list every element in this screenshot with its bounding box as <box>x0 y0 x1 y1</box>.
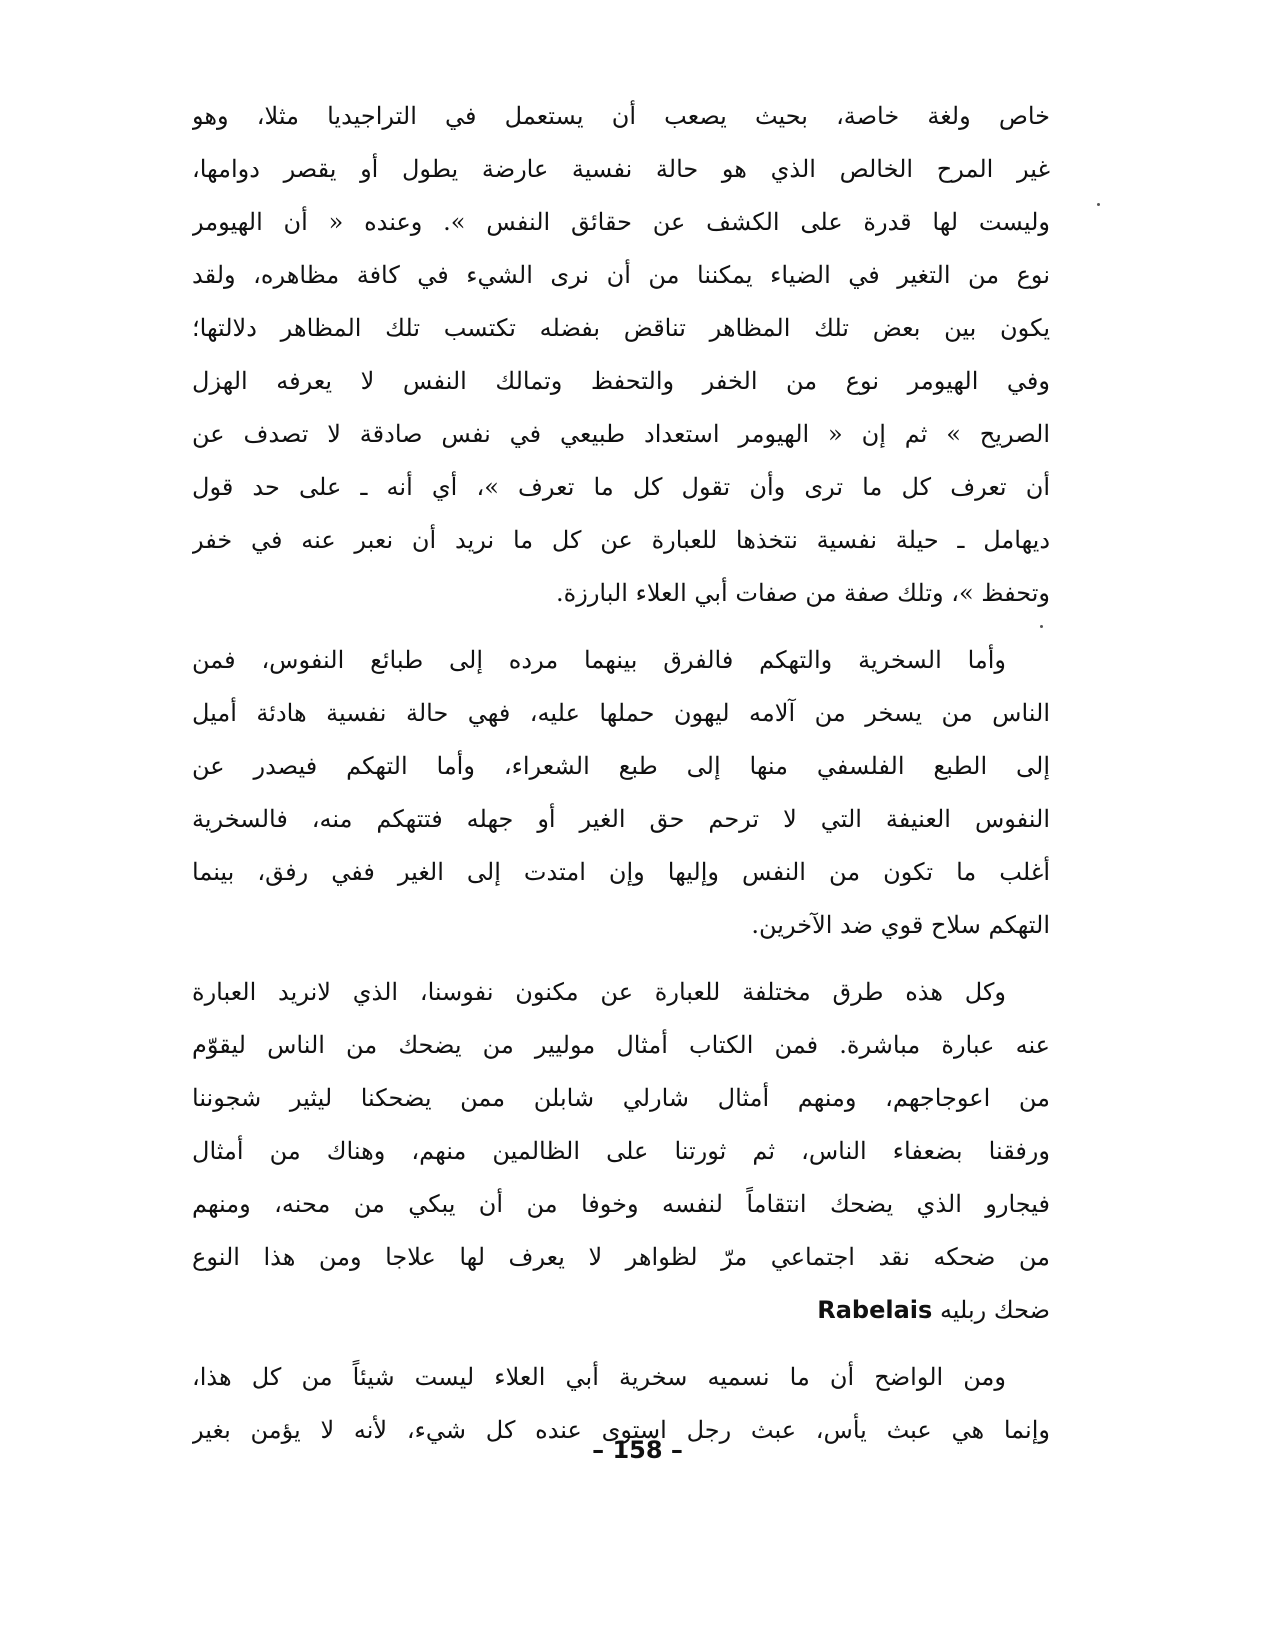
scan-speck <box>1097 203 1100 206</box>
text-line: ديهامل ـ حيلة نفسية نتخذها للعبارة عن كل ما نريد أن نعبر عنه في خفر <box>192 526 1050 554</box>
page-number: – 158 – <box>592 1436 683 1464</box>
body-text <box>192 90 1050 1471</box>
text-line: أغلب ما تكون من النفس وإليها وإن امتدت إلى الغير ففي رفق، بينما <box>192 858 1050 886</box>
text-line: ورفقنا بضعفاء الناس، ثم ثورتنا على الظالمين منهم، وهناك من أمثال <box>192 1137 1050 1165</box>
text-fragment: ضحك ربليه <box>939 1296 1050 1324</box>
text-line: إلى الطبع الفلسفي منها إلى طبع الشعراء، وأما التهكم فيصدر عن <box>192 752 1050 780</box>
text-line: وإنما هي عبث يأس، عبث رجل استوى عنده كل شيء، لأنه لا يؤمن بغير <box>192 1416 1050 1444</box>
text-line: وتحفظ »، وتلك صفة من صفات أبي العلاء البارزة. <box>556 579 1050 607</box>
text-line: يكون بين بعض تلك المظاهر تناقض بفضله تكتسب تلك المظاهر دلالتها؛ <box>192 314 1050 342</box>
text-line <box>192 1284 1050 1337</box>
paragraph-1 <box>192 90 1050 620</box>
text-line: غير المرح الخالص الذي هو حالة نفسية عارضة يطول أو يقصر دوامها، <box>192 155 1050 183</box>
paragraph-3 <box>192 966 1050 1337</box>
text-line: فيجارو الذي يضحك انتقاماً لنفسه وخوفا من أن يبكي من محنه، ومنهم <box>192 1190 1050 1218</box>
text-line: من ضحكه نقد اجتماعي مرّ لظواهر لا يعرف لها علاجا ومن هذا النوع <box>192 1243 1050 1271</box>
text-line: النفوس العنيفة التي لا ترحم حق الغير أو جهله فتتهكم منه، فالسخرية <box>192 805 1050 833</box>
paragraph-2 <box>192 634 1050 952</box>
text-line: الناس من يسخر من آلامه ليهون حملها عليه، فهي حالة نفسية هادئة أميل <box>192 699 1050 727</box>
text-line: وفي الهيومر نوع من الخفر والتحفظ وتمالك النفس لا يعرفه الهزل <box>192 367 1050 395</box>
text-line: خاص ولغة خاصة، بحيث يصعب أن يستعمل في التراجيديا مثلا، وهو <box>192 102 1050 130</box>
text-line: الصريح » ثم إن « الهيومر استعداد طبيعي في نفس صادقة لا تصدف عن <box>192 420 1050 448</box>
text-line: أن تعرف كل ما ترى وأن تقول كل ما تعرف »، أي أنه ـ على حد قول <box>192 473 1050 501</box>
text-line: نوع من التغير في الضياء يمكننا من أن نرى الشيء في كافة مظاهره، ولقد <box>192 261 1050 289</box>
latin-name: Rabelais <box>817 1296 933 1324</box>
text-line: وأما السخرية والتهكم فالفرق بينهما مرده إلى طبائع النفوس، فمن <box>192 646 1007 674</box>
text-line: التهكم سلاح قوي ضد الآخرين. <box>751 911 1050 939</box>
text-line: وليست لها قدرة على الكشف عن حقائق النفس ». وعنده « أن الهيومر <box>192 208 1050 236</box>
text-line: ومن الواضح أن ما نسميه سخرية أبي العلاء ليست شيئاً من كل هذا، <box>192 1363 1006 1391</box>
text-line: عنه عبارة مباشرة. فمن الكتاب أمثال موليير من يضحك من الناس ليقوّم <box>192 1031 1050 1059</box>
text-line: وكل هذه طرق مختلفة للعبارة عن مكنون نفوسنا، الذي لانريد العبارة <box>192 978 1006 1006</box>
text-line: من اعوجاجهم، ومنهم أمثال شارلي شابلن ممن يضحكنا ليثير شجوننا <box>192 1084 1050 1112</box>
